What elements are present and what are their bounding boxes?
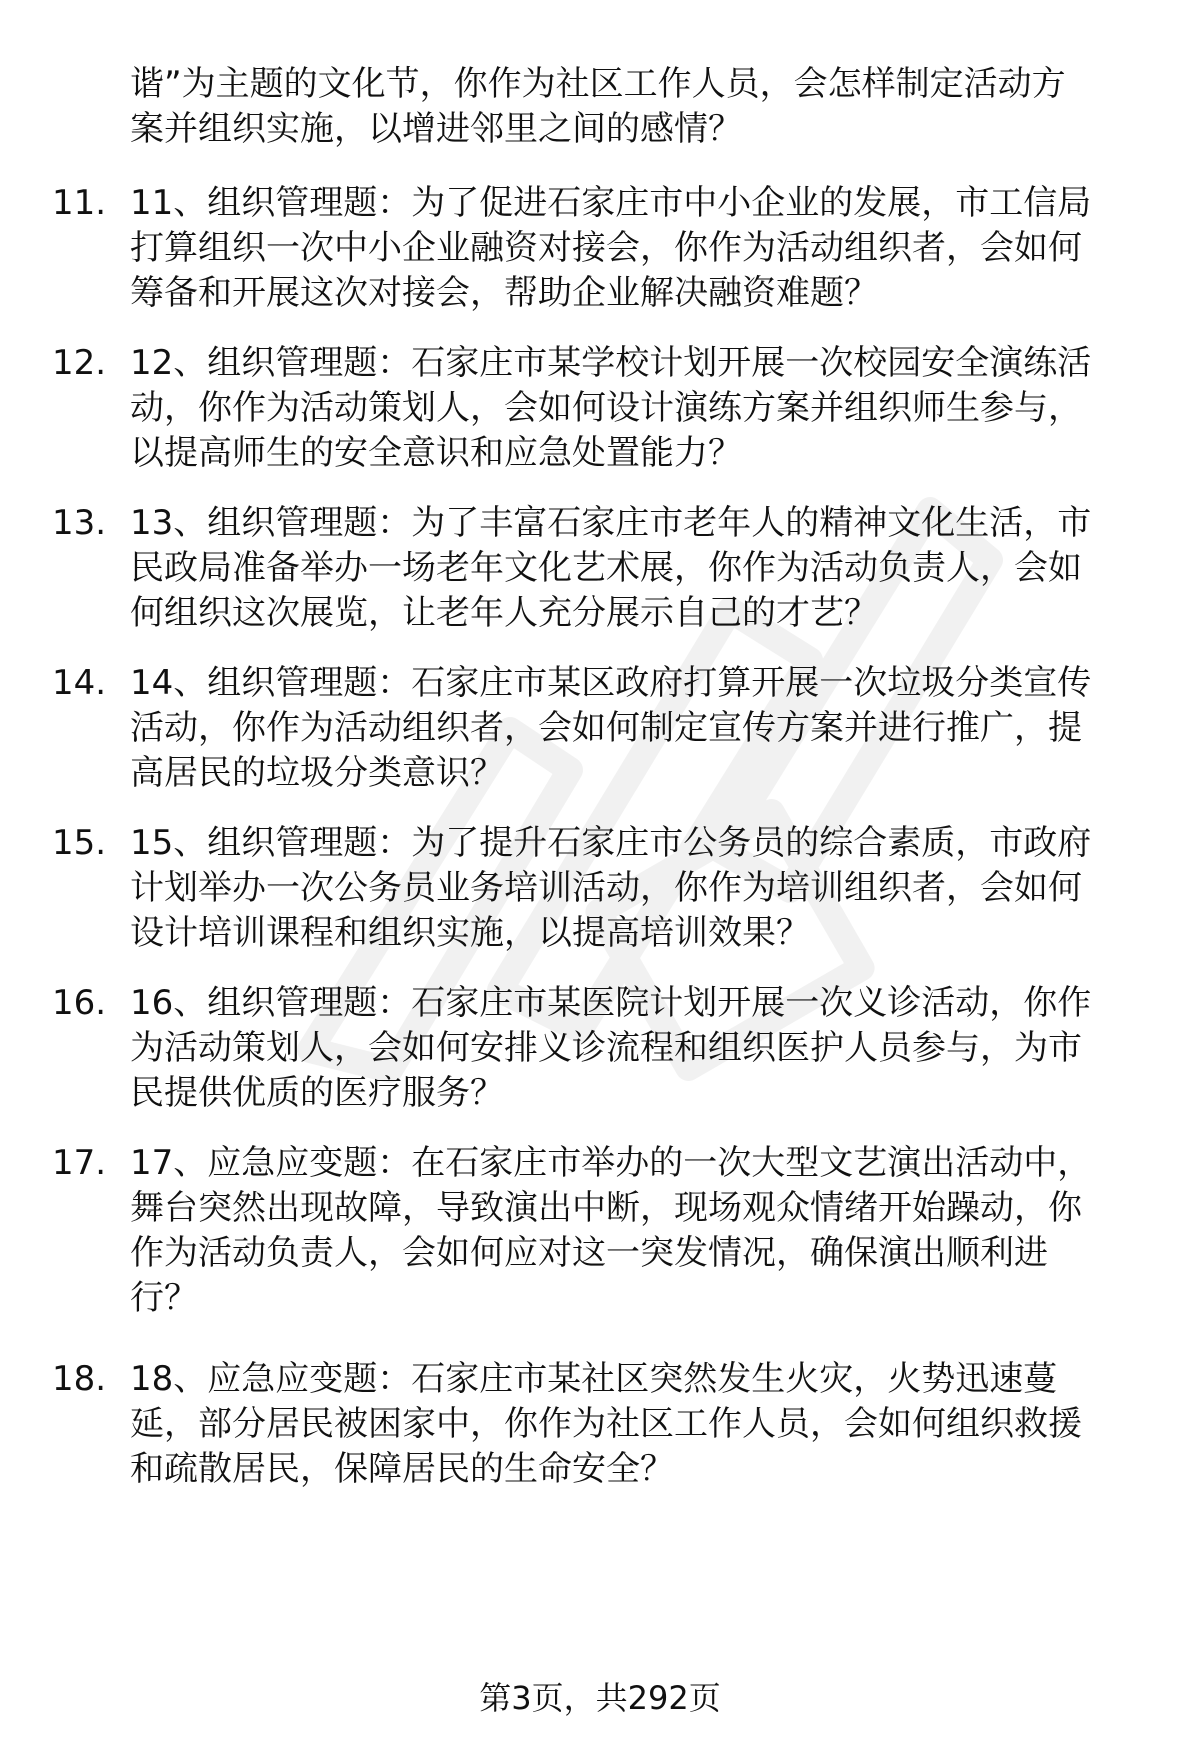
- question-text: 12、组织管理题：石家庄市某学校计划开展一次校园安全演练活 动，你作为活动策划人，会如何设计演练方案并组织师生参与， 以提高师生的安全意识和应急处置能力？: [130, 343, 1092, 473]
- question-text: 16、组织管理题：石家庄市某医院计划开展一次义诊活动，你作 为活动策划人，会如何安排义诊流程和组织医护人员参与，为市 民提供优质的医疗服务？: [130, 983, 1092, 1113]
- question-number: 13.: [52, 503, 107, 543]
- question-text: 13、组织管理题：为了丰富石家庄市老年人的精神文化生活，市 民政局准备举办一场老年文化艺术展，你作为活动负责人，会如 何组织这次展览，让老年人充分展示自己的才艺？: [130, 503, 1092, 633]
- question-number: 18.: [52, 1359, 107, 1399]
- question-text: 18、应急应变题：石家庄市某社区突然发生火灾，火势迅速蔓 延，部分居民被困家中，你作为社区工作人员，会如何组织救援 和疏散居民，保障居民的生命安全？: [130, 1359, 1082, 1489]
- question-number: 14.: [52, 663, 107, 703]
- question-text: 17、应急应变题：在石家庄市举办的一次大型文艺演出活动中， 舞台突然出现故障，导致演出中断，现场观众情绪开始躁动，你 作为活动负责人，会如何应对这一突发情况，确保演出顺利进 行？: [130, 1143, 1092, 1318]
- question-number: 15.: [52, 823, 107, 863]
- question-number: 16.: [52, 983, 107, 1023]
- question-text: 15、组织管理题：为了提升石家庄市公务员的综合素质，市政府 计划举办一次公务员业务培训活动，你作为培训组织者，会如何 设计培训课程和组织实施，以提高培训效果？: [130, 823, 1092, 953]
- question-number: 12.: [52, 343, 107, 383]
- question-number: 11.: [52, 183, 107, 223]
- continuation-text: 谐”为主题的文化节，你作为社区工作人员，会怎样制定活动方 案并组织实施，以增进邻里之间的感情？: [130, 64, 1066, 149]
- question-text: 11、组织管理题：为了促进石家庄市中小企业的发展，市工信局 打算组织一次中小企业融资对接会，你作为活动组织者，会如何 筹备和开展这次对接会，帮助企业解决融资难题？: [130, 183, 1092, 313]
- question-number: 17.: [52, 1143, 107, 1183]
- page-footer: 第3页，共292页: [479, 1679, 721, 1717]
- question-text: 14、组织管理题：石家庄市某区政府打算开展一次垃圾分类宣传 活动，你作为活动组织者，会如何制定宣传方案并进行推广，提 高居民的垃圾分类意识？: [130, 663, 1092, 793]
